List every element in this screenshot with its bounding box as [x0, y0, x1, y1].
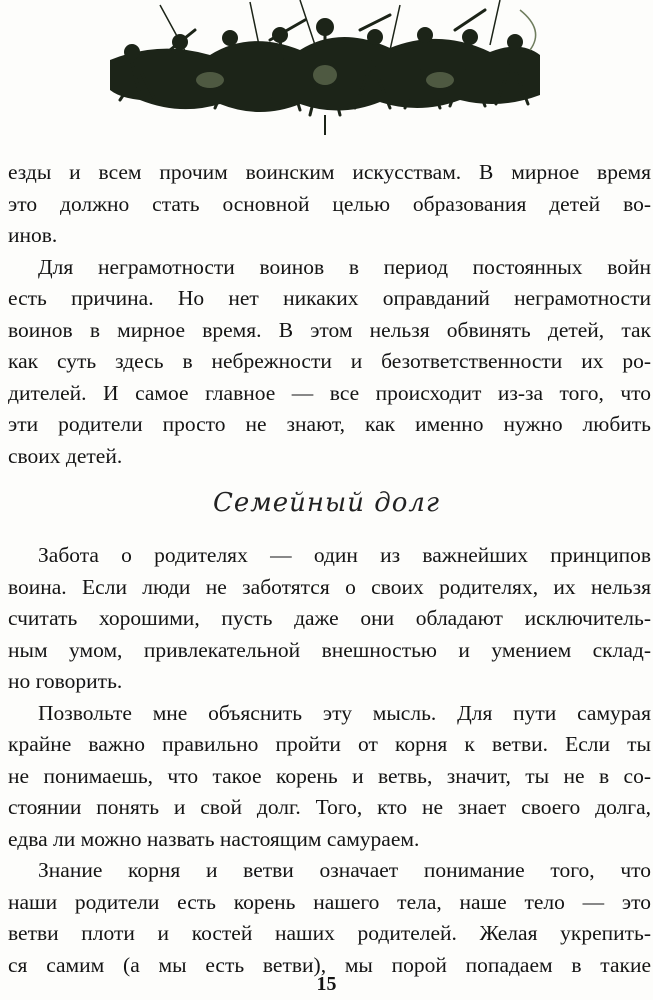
text-line: своих детей. [8, 443, 123, 468]
text-line: воинов в мирное время. В этом нельзя обвинять детей, так [8, 317, 651, 342]
text-line: езды и всем прочим воинским искусствам. В мирное время [8, 160, 651, 184]
paragraph-first-line: Для неграмотности воинов в период постоянных войн [38, 254, 651, 279]
text-line: наши родители есть корень нашего тела, наше тело — это [8, 889, 651, 914]
text-line: это должно стать основной целью образования детей во- [8, 191, 651, 216]
paragraph-first-line: Забота о родителях — один из важнейших принципов [38, 543, 651, 567]
text-line: не понимаешь, что такое корень и ветвь, значит, ты не в со- [8, 763, 651, 788]
text-line: стоянии понять и свой долг. Того, кто не знает своего долга, [8, 795, 651, 819]
samurai-warriors-illustration [100, 0, 550, 140]
text-line: ным умом, привлекательной внешностью и умением склад- [8, 637, 651, 662]
text-line: эти родители просто не знают, как именно нужно любить [8, 412, 651, 436]
text-line: дителей. И самое главное — все происходит из-за того, что [8, 380, 651, 405]
text-line: считать хорошими, пусть даже они обладают исключитель- [8, 606, 651, 630]
text-line: но говорить. [8, 669, 123, 693]
text-line: ветви плоти и костей наших родителей. Желая укрепить- [8, 921, 651, 945]
paragraph-first-line: Знание корня и ветви означает понимание того, что [38, 858, 651, 882]
text-line: ся самим (а мы есть ветви), мы порой попадаем в такие [8, 952, 651, 977]
bottom-text-section [8, 540, 651, 981]
text-line: крайне важно правильно пройти от корня к ветви. Если ты [8, 732, 651, 756]
top-text-section [8, 157, 651, 472]
text-line: как суть здесь в небрежности и безответственности их ро- [8, 349, 651, 373]
section-heading: Семейный долг [212, 488, 441, 518]
text-line: есть причина. Но нет никаких оправданий неграмотности [8, 286, 651, 310]
paragraph-first-line: Позвольте мне объяснить эту мысль. Для пути самурая [38, 700, 651, 725]
text-line: инов. [8, 223, 58, 247]
text-line: едва ли можно назвать настоящим самураем. [8, 826, 420, 851]
page-number: 15 [316, 973, 337, 995]
text-line: воина. Если люди не заботятся о своих родителях, их нельзя [8, 574, 651, 599]
